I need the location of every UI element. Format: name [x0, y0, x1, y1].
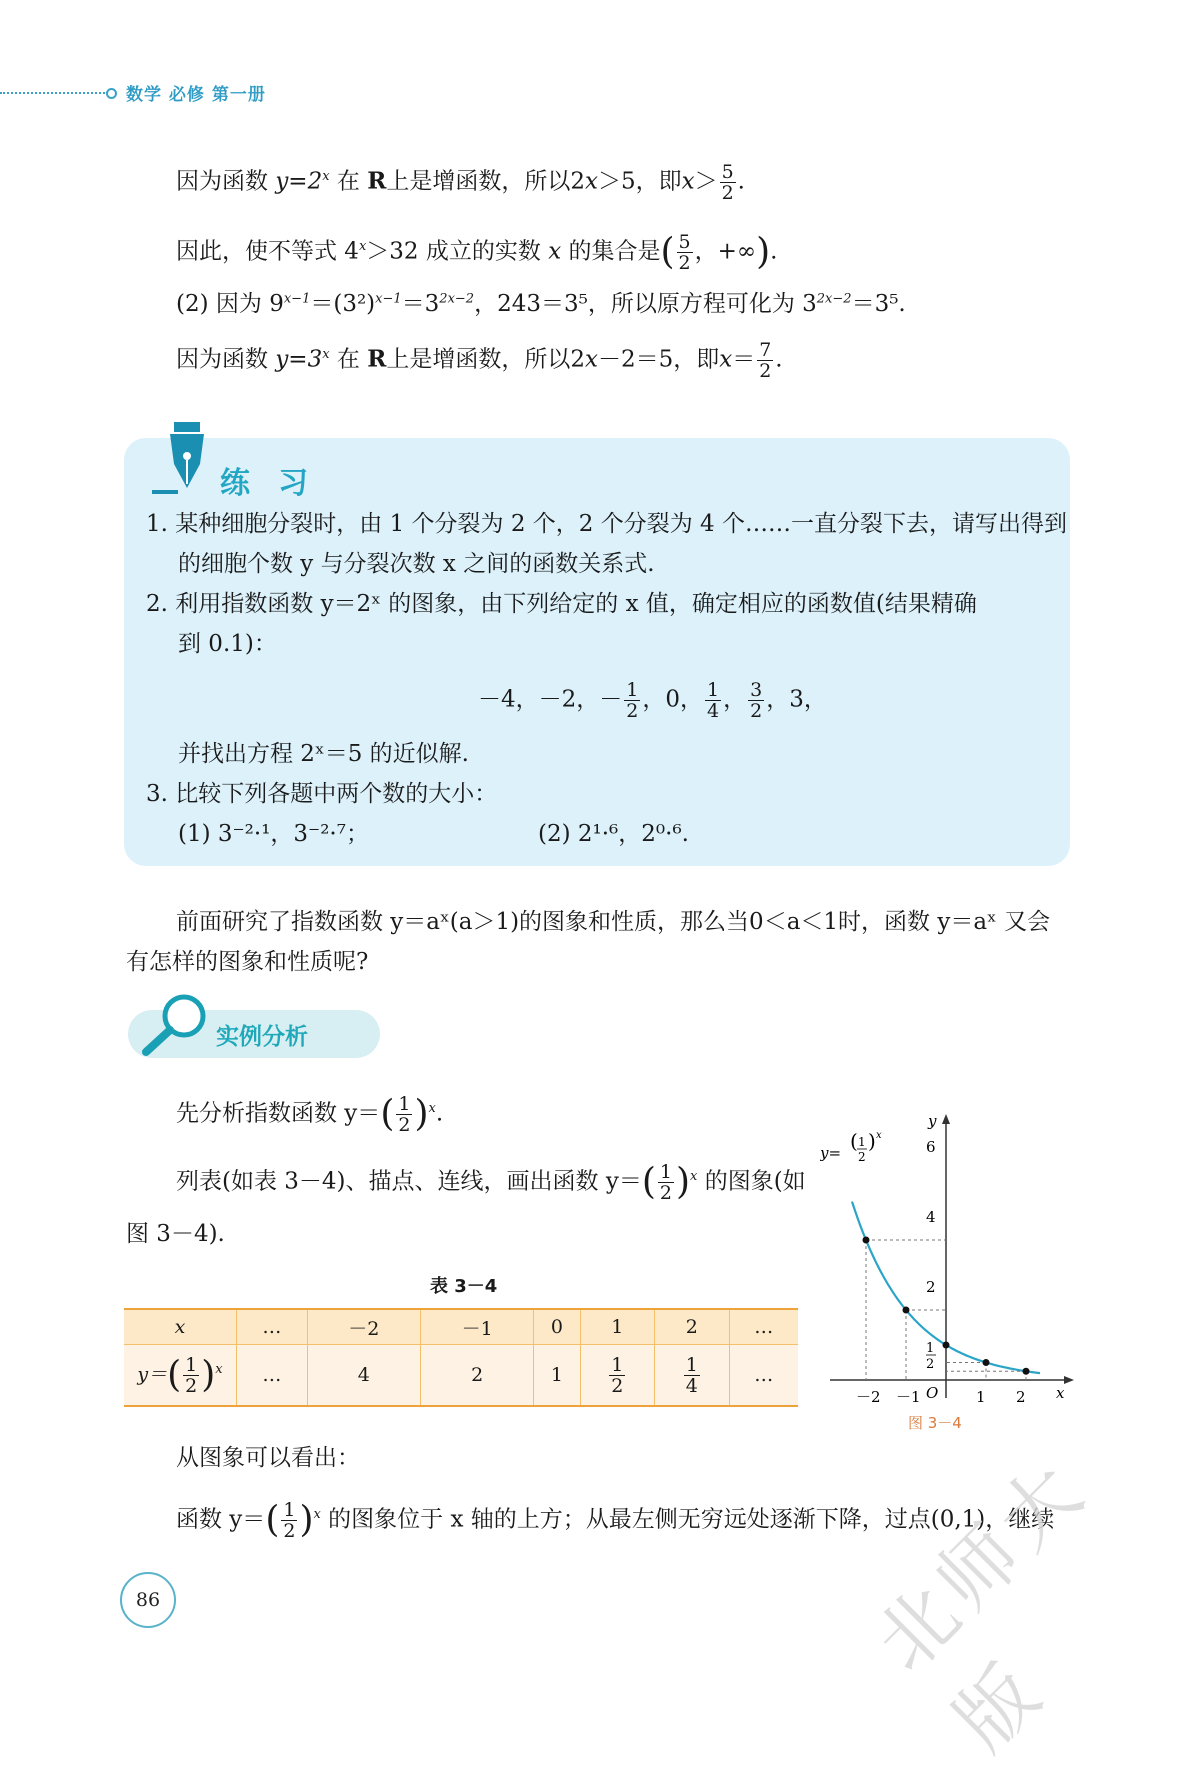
table-cell: 2 — [655, 1309, 730, 1345]
x-axis-arrow — [1064, 1376, 1074, 1384]
figure-caption: 图 3－4 — [908, 1414, 962, 1432]
table-cell: －1 — [421, 1309, 534, 1345]
table-cell: 0 — [534, 1309, 580, 1345]
table-cell: 1 — [534, 1345, 580, 1407]
svg-text:): ) — [868, 1129, 876, 1153]
y-tick-half-num: 1 — [926, 1341, 935, 1356]
watermark: 北师大版 — [858, 1442, 1106, 1768]
y-tick-label: 2 — [926, 1278, 936, 1296]
table-cell: －2 — [307, 1309, 420, 1345]
table-cell: 2 — [421, 1345, 534, 1407]
svg-text:2: 2 — [858, 1150, 866, 1164]
table-title: 表 3－4 — [430, 1276, 498, 1297]
exercise-3-q1: (1) 3⁻²·¹，3⁻²·⁷； — [178, 821, 369, 847]
exercise-1-line-1: 1. 某种细胞分裂时，由 1 个分裂为 2 个，2 个分裂为 4 个……一直分裂下去，请写出得到 — [146, 511, 1067, 537]
solution-line-1: 因为函数 $y=2^x$ 在 R上是增函数，所以2x＞5，即x＞ $\frac{5}{2}$ . — [176, 161, 745, 204]
table-row-y — [124, 1345, 798, 1407]
x-axis-label: x — [1056, 1384, 1065, 1402]
y-tick-label: 4 — [926, 1208, 936, 1226]
table-cell: … — [729, 1345, 798, 1407]
data-point — [983, 1359, 990, 1366]
exercise-3-q2: (2) 2¹·⁶，2⁰·⁶. — [538, 821, 689, 847]
y-tick-half-den: 2 — [926, 1357, 935, 1372]
x-tick-label: 1 — [976, 1388, 986, 1406]
table-cell: … — [729, 1309, 798, 1345]
table-cell: … — [237, 1345, 308, 1407]
analysis-line-3: 图 3－4). — [126, 1221, 225, 1247]
table-cell: … — [237, 1309, 308, 1345]
exercise-2-line-3: 并找出方程 2ˣ＝5 的近似解. — [178, 741, 469, 767]
pen-nib-icon — [146, 420, 216, 500]
table-cell: $\frac{1}{2}$ — [580, 1345, 655, 1407]
exercise-2-line-2: 到 0.1)： — [178, 631, 277, 657]
header-dot — [106, 88, 117, 99]
solution-line-3: (2) 因为 $9^{x-1}=(3^2)^{x-1}=3^{2x-2}$，243＝3⁵，所以原方程可化为 $3^{2x-2}=3^5$. — [176, 291, 906, 317]
value-table — [124, 1308, 798, 1407]
analysis-line-5: 函数 y＝( $\frac{1}{2}$ )$^x$ 的图象位于 x 轴的上方；从最左侧无穷远处逐渐下降，过点(0,1)，继续 — [176, 1499, 1055, 1542]
table-cell: $\frac{1}{4}$ — [655, 1345, 730, 1407]
analysis-line-1: 先分析指数函数 y＝( $\frac{1}{2}$ )$^x$. — [176, 1093, 444, 1136]
page-number: 86 — [120, 1572, 176, 1628]
x-tick-label: 2 — [1016, 1388, 1026, 1406]
intro-line-1: 前面研究了指数函数 y＝aˣ(a＞1)的图象和性质，那么当0＜a＜1时，函数 y＝aˣ 又会 — [176, 909, 1051, 935]
data-point — [1023, 1368, 1030, 1375]
solution-line-4: 因为函数 $y=3^x$ 在 R上是增函数，所以2x－2＝5，即x＝ $\frac{7}{2}$ . — [176, 339, 783, 382]
analysis-line-2: 列表(如表 3－4)、描点、连线，画出函数 y＝( $\frac{1}{2}$ )$^x$ 的图象(如 — [176, 1161, 806, 1204]
data-point — [943, 1342, 950, 1349]
solution-line-2: 因此，使不等式 $4^x>32$ 成立的实数 x 的集合是( $\frac{5}{2}$ ，+∞). — [176, 231, 778, 274]
magnifier-icon — [138, 990, 218, 1060]
data-point — [863, 1237, 870, 1244]
origin-label: O — [926, 1384, 939, 1402]
function-label: y= — [820, 1144, 842, 1162]
analysis-line-4: 从图象可以看出： — [176, 1445, 360, 1471]
exercise-2-values: －4，－2，－ $\frac{1}{2}$ ，0， $\frac{1}{4}$ ， $\frac{3}{2}$ ，3， — [478, 679, 827, 722]
table-cell: x — [124, 1309, 237, 1345]
exercise-3-line-1: 3. 比较下列各题中两个数的大小： — [146, 781, 498, 807]
table-row-x — [124, 1309, 798, 1345]
function-graph — [820, 1108, 1090, 1408]
section-tag-label: 实例分析 — [216, 1024, 308, 1050]
svg-text:x: x — [876, 1130, 882, 1141]
y-axis-label: y — [928, 1112, 937, 1130]
header-rule — [0, 92, 108, 94]
x-tick-label: －1 — [896, 1388, 921, 1406]
y-axis-arrow — [942, 1114, 950, 1124]
running-header: 数学 必修 第一册 — [126, 85, 266, 105]
svg-text:(: ( — [850, 1129, 858, 1153]
y-tick-label: 6 — [926, 1138, 936, 1156]
table-cell: 1 — [580, 1309, 655, 1345]
exercise-1-line-2: 的细胞个数 y 与分裂次数 x 之间的函数关系式. — [178, 551, 655, 577]
exercise-title: 练习 — [220, 466, 336, 501]
table-cell: y＝( $\frac{1}{2}$ )$^x$ — [124, 1345, 237, 1407]
intro-line-2: 有怎样的图象和性质呢? — [126, 949, 369, 975]
fraction-5-2: $\frac{5}{2}$ — [721, 161, 734, 204]
x-tick-label: －2 — [856, 1388, 881, 1406]
table-cell: 4 — [307, 1345, 420, 1407]
svg-text:1: 1 — [858, 1135, 866, 1149]
exercise-2-line-1: 2. 利用指数函数 y＝2ˣ 的图象，由下列给定的 x 值，确定相应的函数值(结果精确 — [146, 591, 977, 617]
data-point — [903, 1307, 910, 1314]
